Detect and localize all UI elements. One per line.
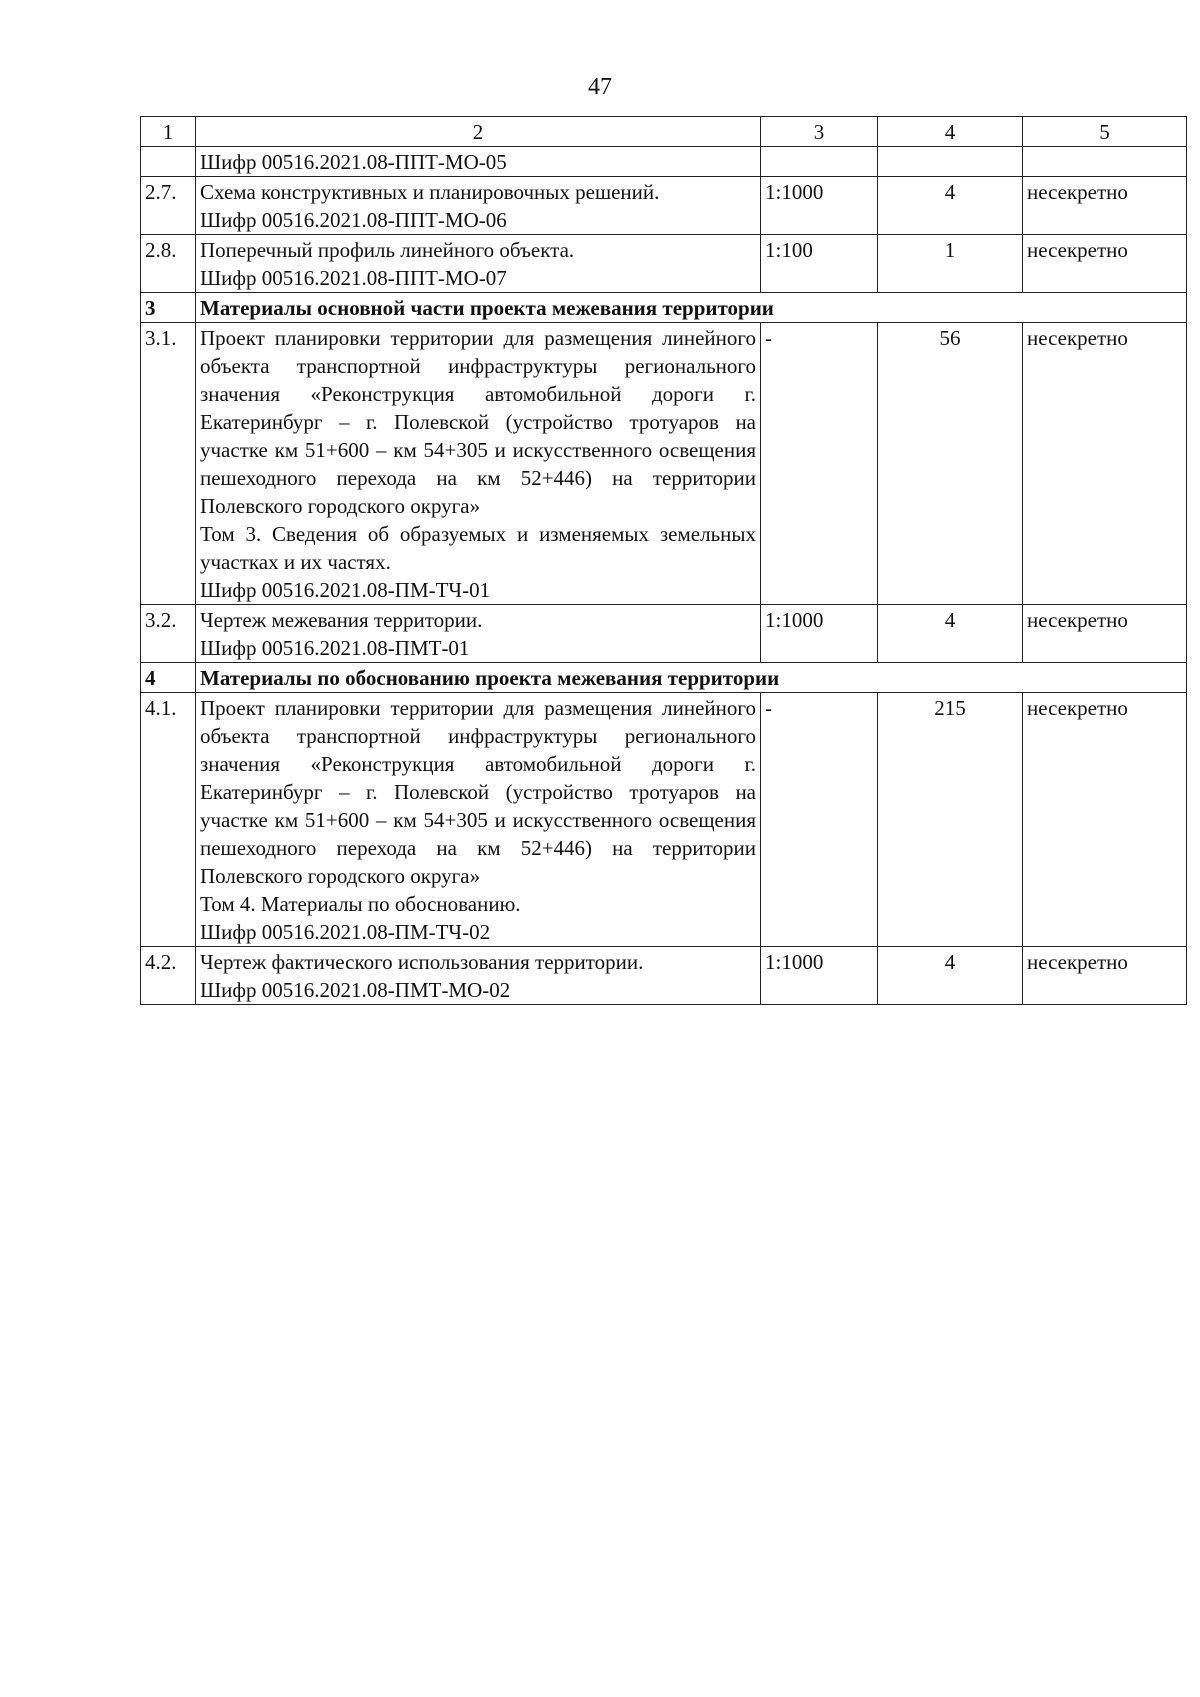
description-line: Шифр 00516.2021.08-ПМ-ТЧ-02: [200, 920, 491, 944]
table-row: [141, 147, 1187, 177]
row-number: 3.1.: [141, 323, 196, 605]
description-line: Шифр 00516.2021.08-ППТ-МО-06: [200, 208, 507, 232]
row-scale: -: [761, 323, 878, 605]
description-line: Чертеж фактического использования территории.: [200, 950, 644, 974]
row-status: [1023, 147, 1187, 177]
section-row-4: [141, 663, 1187, 693]
row-number: 4.1.: [141, 693, 196, 947]
section-number: 4: [141, 663, 196, 693]
row-number: 2.8.: [141, 235, 196, 293]
row-description: [196, 947, 761, 1005]
description-line: Шифр 00516.2021.08-ПМТ-01: [200, 636, 470, 660]
description-line: Проект планировки территории для размещения линейного объекта транспортной инфраструктуры регионального значения «Реконструкция автомобильной дороги г. Екатеринбург – г. Полевской (устройство тротуаров на участке км 51+600 – км 54+305 и искусственного освещения пешеходного перехода на км 52+446) на территории Полевского городского округа»: [200, 326, 756, 518]
table-row: [141, 605, 1187, 663]
row-number: [141, 147, 196, 177]
row-description: [196, 605, 761, 663]
table-row: [141, 235, 1187, 293]
row-sheets: 56: [878, 323, 1023, 605]
description-line: Том 4. Материалы по обоснованию.: [200, 892, 521, 916]
section-row-3: [141, 293, 1187, 323]
row-status: несекретно: [1023, 693, 1187, 947]
description-line: Том 3. Сведения об образуемых и изменяемых земельных участках и их частях.: [200, 522, 756, 574]
row-scale: 1:100: [761, 235, 878, 293]
row-sheets: 215: [878, 693, 1023, 947]
row-status: несекретно: [1023, 605, 1187, 663]
row-sheets: 4: [878, 605, 1023, 663]
row-scale: 1:1000: [761, 177, 878, 235]
header-cell: 4: [878, 117, 1023, 147]
description-line: Шифр 00516.2021.08-ПМ-ТЧ-01: [200, 578, 491, 602]
description-line: Чертеж межевания территории.: [200, 608, 483, 632]
row-sheets: 4: [878, 177, 1023, 235]
row-description: [196, 323, 761, 605]
row-description: [196, 177, 761, 235]
section-number: 3: [141, 293, 196, 323]
row-description: [196, 235, 761, 293]
description-line: Проект планировки территории для размещения линейного объекта транспортной инфраструктуры регионального значения «Реконструкция автомобильной дороги г. Екатеринбург – г. Полевской (устройство тротуаров на участке км 51+600 – км 54+305 и искусственного освещения пешеходного перехода на км 52+446) на территории Полевского городского округа»: [200, 696, 756, 888]
header-cell: 5: [1023, 117, 1187, 147]
row-description: [196, 693, 761, 947]
table-row: [141, 693, 1187, 947]
description-line: Поперечный профиль линейного объекта.: [200, 238, 575, 262]
section-title: Материалы основной части проекта межевания территории: [196, 293, 1187, 323]
row-scale: [761, 147, 878, 177]
row-description: [196, 147, 761, 177]
description-line: Шифр 00516.2021.08-ППТ-МО-07: [200, 266, 507, 290]
row-scale: 1:1000: [761, 947, 878, 1005]
row-number: 3.2.: [141, 605, 196, 663]
description-line: Шифр 00516.2021.08-ПМТ-МО-02: [200, 978, 511, 1002]
row-number: 2.7.: [141, 177, 196, 235]
row-status: несекретно: [1023, 323, 1187, 605]
description-line: Шифр 00516.2021.08-ППТ-МО-05: [200, 150, 507, 174]
row-sheets: 4: [878, 947, 1023, 1005]
row-sheets: 1: [878, 235, 1023, 293]
header-cell: 1: [141, 117, 196, 147]
row-status: несекретно: [1023, 235, 1187, 293]
table-row: [141, 323, 1187, 605]
table-header-row: [141, 117, 1187, 147]
row-number: 4.2.: [141, 947, 196, 1005]
row-scale: 1:1000: [761, 605, 878, 663]
table-row: [141, 177, 1187, 235]
section-title: Материалы по обоснованию проекта межевания территории: [196, 663, 1187, 693]
row-sheets: [878, 147, 1023, 177]
row-status: несекретно: [1023, 177, 1187, 235]
page-number: 47: [588, 74, 612, 100]
document-table: [140, 116, 1187, 1005]
row-status: несекретно: [1023, 947, 1187, 1005]
header-cell: 3: [761, 117, 878, 147]
description-line: Схема конструктивных и планировочных решений.: [200, 180, 660, 204]
header-cell: 2: [196, 117, 761, 147]
row-scale: -: [761, 693, 878, 947]
table-row: [141, 947, 1187, 1005]
